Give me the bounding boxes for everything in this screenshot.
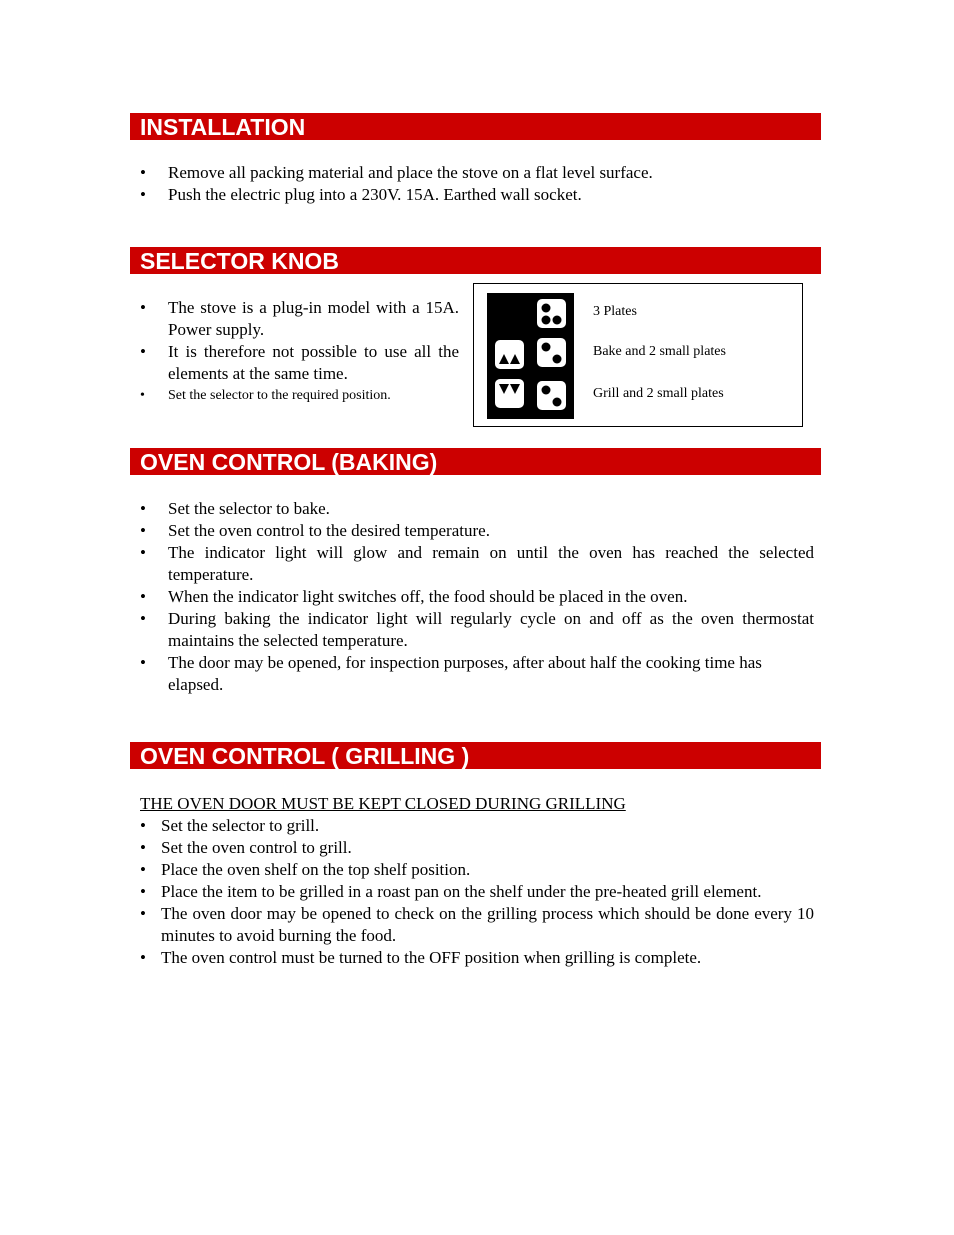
bake-symbol-icon	[495, 340, 524, 369]
list-item: • When the indicator light switches off, the food should be placed in the oven.	[130, 586, 814, 608]
list-item: • The indicator light will glow and remain on until the oven has reached the selected temperature.	[130, 542, 814, 586]
list-item: • During baking the indicator light will regularly cycle on and off as the oven thermostat maintains the selected temperature.	[130, 608, 814, 652]
list-item: • Remove all packing material and place the stove on a flat level surface.	[130, 162, 730, 184]
selector-list	[130, 297, 459, 407]
list-item: • The stove is a plug-in model with a 15A. Power supply.	[130, 297, 459, 341]
list-item: • Set the selector to grill.	[130, 815, 814, 837]
installation-heading: INSTALLATION	[130, 113, 821, 140]
list-item: • Set the oven control to grill.	[130, 837, 814, 859]
selector-diagram	[473, 283, 803, 427]
list-item: • Push the electric plug into a 230V. 15A. Earthed wall socket.	[130, 184, 730, 206]
grilling-warning-note: THE OVEN DOOR MUST BE KEPT CLOSED DURING GRILLING	[140, 794, 626, 813]
list-item: • Set the selector to bake.	[130, 498, 814, 520]
list-item: • Place the item to be grilled in a roast pan on the shelf under the pre-heated grill element.	[130, 881, 814, 903]
baking-heading: OVEN CONTROL (BAKING)	[130, 448, 821, 475]
list-item: • The oven door may be opened to check on the grilling process which should be done every 10 minutes to avoid burning the food.	[130, 903, 814, 947]
diagram-label-3-plates: 3 Plates	[593, 304, 637, 319]
list-item: • The door may be opened, for inspection purposes, after about half the cooking time has elapsed.	[130, 652, 814, 696]
list-item: • Place the oven shelf on the top shelf position.	[130, 859, 814, 881]
grilling-heading: OVEN CONTROL ( GRILLING )	[130, 742, 821, 769]
list-item: • Set the oven control to the desired temperature.	[130, 520, 814, 542]
list-item: • It is therefore not possible to use all the elements at the same time.	[130, 341, 459, 385]
baking-list	[130, 498, 814, 696]
diagram-label-grill: Grill and 2 small plates	[593, 386, 724, 401]
selector-knob-heading: SELECTOR KNOB	[130, 247, 821, 274]
list-item: • The oven control must be turned to the OFF position when grilling is complete.	[130, 947, 814, 969]
grill-symbol-icon	[495, 379, 524, 408]
three-plates-icon	[537, 299, 566, 328]
installation-list	[130, 162, 730, 206]
list-item: • Set the selector to the required position.	[130, 385, 459, 407]
two-small-plates-icon	[537, 338, 566, 367]
grilling-list	[130, 815, 814, 969]
two-small-plates-icon	[537, 381, 566, 410]
diagram-label-bake: Bake and 2 small plates	[593, 344, 726, 359]
selector-panel	[487, 293, 574, 419]
